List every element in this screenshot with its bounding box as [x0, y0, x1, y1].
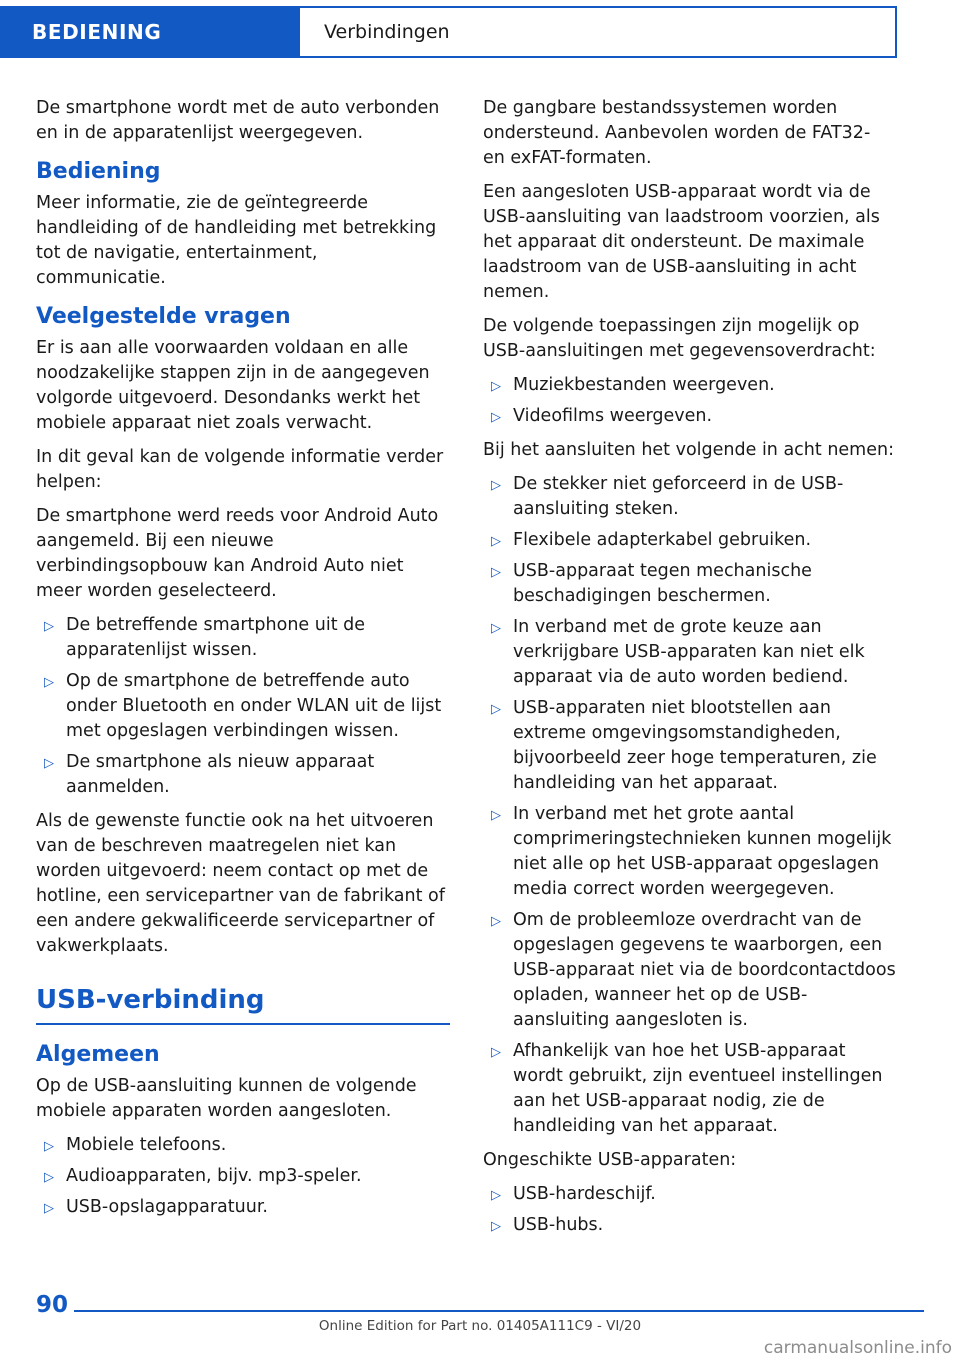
bullet-triangle-icon: ▷ [491, 478, 501, 493]
algemeen-bullet-list [36, 1133, 450, 1220]
page-number: 90 [36, 1292, 69, 1318]
heading-algemeen: Algemeen [36, 1042, 160, 1067]
faq-paragraph-4: Als de gewenste functie ook na het uitvoeren van de beschreven maatregelen niet kan worden uitgevoerd: neem contact op met de hotline, een servicepartner van de fabrikant of een andere gekwalificeerde servicepartner of vakwerkplaats. [36, 811, 445, 956]
list-item-label: Op de smartphone de betreffende auto onder Bluetooth en onder WLAN uit de lijst met opgeslagen verbindingen wissen. [66, 671, 442, 741]
right-paragraph-2: Een aangesloten USB-apparaat wordt via de USB-aansluiting van laadstroom voorzien, als het apparaat dit ondersteunt. De maximale laadstroom van de USB-aansluiting in acht nemen. [483, 182, 880, 302]
heading-usb-verbinding: USB-verbinding [36, 983, 450, 1025]
faq-paragraph-2: In dit geval kan de volgende informatie verder helpen: [36, 447, 444, 492]
list-item-label: Om de probleemloze overdracht van de opgeslagen gegevens te waarborgen, een USB-apparaat niet via de boordcontactdoos opladen, wanneer het op de USB-aansluiting aangesloten is. [513, 910, 896, 1030]
list-item-label: Audioapparaten, bijv. mp3-speler. [66, 1166, 362, 1186]
list-item [36, 669, 450, 744]
bullet-triangle-icon: ▷ [491, 379, 501, 394]
list-item-label: In verband met het grote aantal comprimeringstechnieken kunnen mogelijk niet alle op het USB-apparaat opgeslagen media correct worden weergegeven. [513, 804, 892, 899]
bullet-triangle-icon: ▷ [491, 410, 501, 425]
bullet-triangle-icon: ▷ [44, 675, 54, 690]
usb-usage-bullet-list [483, 373, 897, 429]
header-topic-label: Verbindingen [324, 21, 450, 43]
bullet-triangle-icon: ▷ [491, 621, 501, 636]
faq-bullet-list [36, 613, 450, 800]
list-item-label: Muziekbestanden weergeven. [513, 375, 775, 395]
edition-note: Online Edition for Part no. 01405A111C9 - VI/20 [318, 1318, 642, 1334]
list-item-label: USB-apparaten niet blootstellen aan extreme omgevingsomstandigheden, bijvoorbeeld zeer hoge temperaturen, zie handleiding van het apparaat. [513, 698, 877, 793]
bullet-triangle-icon: ▷ [44, 1139, 54, 1154]
list-item [483, 908, 897, 1033]
bullet-triangle-icon: ▷ [44, 1170, 54, 1185]
right-paragraph-5: Ongeschikte USB-apparaten: [483, 1150, 737, 1170]
list-item-label: Videofilms weergeven. [513, 406, 713, 426]
list-item-label: USB-apparaat tegen mechanische beschadigingen beschermen. [513, 561, 812, 606]
bullet-triangle-icon: ▷ [44, 756, 54, 771]
header-section-label: BEDIENING [32, 20, 162, 44]
watermark-label: carmanualsonline.info [763, 1338, 952, 1358]
list-item-label: USB-hardeschijf. [513, 1184, 656, 1204]
bullet-triangle-icon: ▷ [44, 619, 54, 634]
list-item [483, 1039, 897, 1139]
bullet-triangle-icon: ▷ [44, 1201, 54, 1216]
list-item [483, 472, 897, 522]
right-paragraph-3: De volgende toepassingen zijn mogelijk op USB-aansluitingen met gegevensoverdracht: [483, 316, 876, 361]
list-item [483, 373, 897, 398]
algemeen-paragraph: Op de USB-aansluiting kunnen de volgende mobiele apparaten worden aangesloten. [36, 1076, 417, 1121]
list-item-label: Mobiele telefoons. [66, 1135, 227, 1155]
bullet-triangle-icon: ▷ [491, 534, 501, 549]
list-item-label: In verband met de grote keuze aan verkrijgbare USB-apparaten kan niet elk apparaat via de auto worden bediend. [513, 617, 865, 687]
list-item-label: De stekker niet geforceerd in de USB-aansluiting steken. [513, 474, 844, 519]
list-item [483, 1213, 897, 1238]
right-paragraph-1: De gangbare bestandssystemen worden ondersteund. Aanbevolen worden de FAT32- en exFAT-formaten. [483, 98, 871, 168]
bullet-triangle-icon: ▷ [491, 702, 501, 717]
intro-paragraph: De smartphone wordt met de auto verbonden en in de apparatenlijst weergegeven. [36, 98, 440, 143]
footer-divider [74, 1310, 924, 1312]
header-section-tab [0, 6, 300, 58]
list-item-label: Afhankelijk van hoe het USB-apparaat wordt gebruikt, zijn eventueel instellingen aan het USB-apparaat nodig, zie de handleiding van het apparaat. [513, 1041, 883, 1136]
list-item [483, 802, 897, 902]
list-item [483, 696, 897, 796]
list-item [483, 528, 897, 553]
usb-notes-bullet-list [483, 472, 897, 1139]
list-item [36, 1164, 450, 1189]
bullet-triangle-icon: ▷ [491, 1045, 501, 1060]
right-column [483, 96, 897, 1247]
bullet-triangle-icon: ▷ [491, 808, 501, 823]
faq-paragraph-1: Er is aan alle voorwaarden voldaan en alle noodzakelijke stappen zijn in de aangegeven volgorde uitgevoerd. Desondanks werkt het mobiele apparaat niet zoals verwacht. [36, 338, 430, 433]
heading-veelgestelde-vragen: Veelgestelde vragen [36, 304, 291, 329]
list-item [483, 404, 897, 429]
list-item-label: USB-opslagapparatuur. [66, 1197, 268, 1217]
left-column [36, 96, 450, 1229]
bullet-triangle-icon: ▷ [491, 1188, 501, 1203]
bullet-triangle-icon: ▷ [491, 914, 501, 929]
bullet-triangle-icon: ▷ [491, 565, 501, 580]
list-item [36, 750, 450, 800]
list-item [483, 559, 897, 609]
list-item [36, 1195, 450, 1220]
list-item-label: Flexibele adapterkabel gebruiken. [513, 530, 812, 550]
list-item-label: USB-hubs. [513, 1215, 604, 1235]
unsupported-usb-bullet-list [483, 1182, 897, 1238]
list-item-label: De smartphone als nieuw apparaat aanmelden. [66, 752, 375, 797]
bullet-triangle-icon: ▷ [491, 1219, 501, 1234]
list-item-label: De betreffende smartphone uit de apparatenlijst wissen. [66, 615, 365, 660]
heading-bediening: Bediening [36, 159, 161, 184]
faq-paragraph-3: De smartphone werd reeds voor Android Auto aangemeld. Bij een nieuwe verbindingsopbouw kan Android Auto niet meer worden geselecteerd. [36, 506, 439, 601]
list-item [483, 615, 897, 690]
header-topic-tab [300, 6, 897, 58]
list-item [483, 1182, 897, 1207]
list-item [36, 613, 450, 663]
list-item [36, 1133, 450, 1158]
bediening-paragraph: Meer informatie, zie de geïntegreerde handleiding of de handleiding met betrekking tot de navigatie, entertainment, communicatie. [36, 193, 437, 288]
right-paragraph-4: Bij het aansluiten het volgende in acht nemen: [483, 440, 894, 460]
page-footer [0, 1272, 960, 1362]
page-header [0, 0, 960, 62]
